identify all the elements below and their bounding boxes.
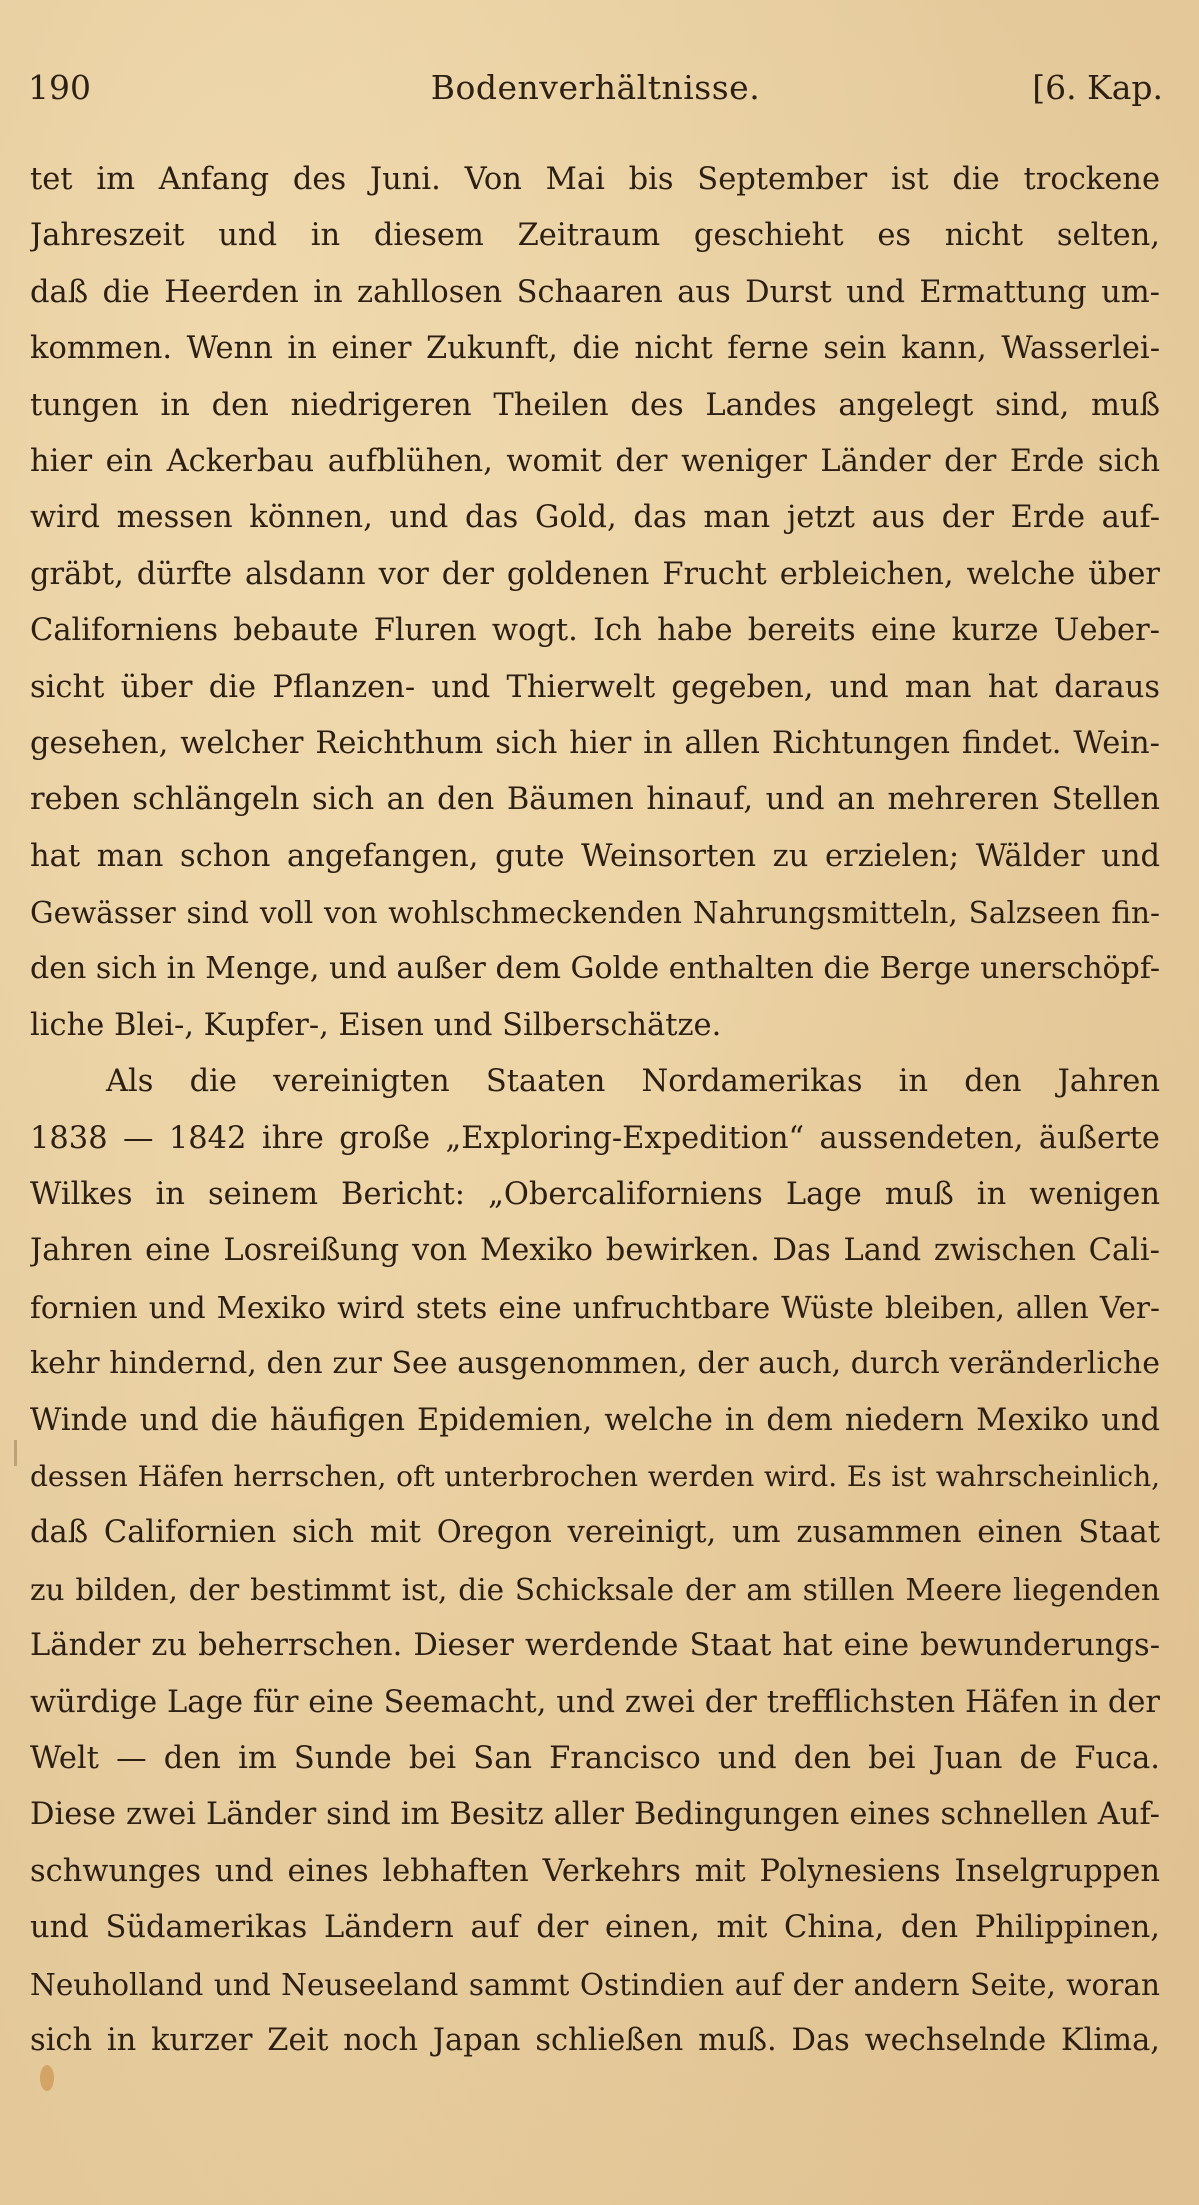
text-line: Wilkes in seinem Bericht: „Obercaliforniens Lage muß in wenigen xyxy=(30,1177,1160,1213)
text-line: Welt — den im Sunde bei San Francisco und den bei Juan de Fuca. xyxy=(30,1740,1160,1776)
text-line: Gewässer sind voll von wohlschmeckenden Nahrungsmitteln, Salzseen fin- xyxy=(30,896,1160,931)
text-line: und Südamerikas Ländern auf der einen, mit China, den Philippinen, xyxy=(30,1910,1160,1946)
text-line: gräbt, dürfte alsdann vor der goldenen Frucht erbleichen, welche über xyxy=(30,556,1160,592)
text-line: daß die Heerden in zahllosen Schaaren aus Durst und Ermattung um- xyxy=(30,274,1160,310)
page-header xyxy=(28,68,1163,124)
text-line: schwunges und eines lebhaften Verkehrs mit Polynesiens Inselgruppen xyxy=(30,1853,1160,1889)
text-line: fornien und Mexiko wird stets eine unfruchtbare Wüste bleiben, allen Ver- xyxy=(30,1290,1160,1325)
text-line: Als die vereinigten Staaten Nordamerikas in den Jahren xyxy=(106,1064,1160,1100)
text-line: kehr hindernd, den zur See ausgenommen, der auch, durch veränderliche xyxy=(30,1346,1160,1382)
text-line: hat man schon angefangen, gute Weinsorten zu erzielen; Wälder und xyxy=(30,838,1160,874)
text-line: sicht über die Pflanzen- und Thierwelt gegeben, und man hat daraus xyxy=(30,669,1160,705)
text-line: zu bilden, der bestimmt ist, die Schicksale der am stillen Meere liegenden xyxy=(30,1572,1160,1607)
chapter-reference: [6. Kap. xyxy=(1032,68,1163,107)
margin-pencil-mark xyxy=(14,1440,17,1466)
text-line: tungen in den niedrigeren Theilen des Landes angelegt sind, muß xyxy=(30,387,1160,423)
text-line: Jahren eine Losreißung von Mexiko bewirken. Das Land zwischen Cali- xyxy=(30,1233,1160,1269)
text-line: hier ein Ackerbau aufblühen, womit der weniger Länder der Erde sich xyxy=(30,443,1160,479)
text-line: Jahreszeit und in diesem Zeitraum geschieht es nicht selten, xyxy=(30,218,1160,254)
text-line: Länder zu beherrschen. Dieser werdende Staat hat eine bewunderungs- xyxy=(30,1628,1160,1664)
page-number: 190 xyxy=(28,68,91,107)
text-line: Californiens bebaute Fluren wogt. Ich habe bereits eine kurze Ueber- xyxy=(30,613,1160,649)
text-line: 1838 — 1842 ihre große „Exploring-Expedition“ aussendeten, äußerte xyxy=(30,1120,1160,1156)
text-line: wird messen können, und das Gold, das man jetzt aus der Erde auf- xyxy=(30,500,1160,536)
text-line: Winde und die häufigen Epidemien, welche in dem niedern Mexiko und xyxy=(30,1402,1160,1438)
text-line: gesehen, welcher Reichthum sich hier in allen Richtungen findet. Wein- xyxy=(30,725,1160,761)
text-line: reben schlängeln sich an den Bäumen hinauf, und an mehreren Stellen xyxy=(30,782,1160,818)
paper-stain xyxy=(40,2065,54,2091)
body-text xyxy=(30,152,1160,2069)
text-line: Diese zwei Länder sind im Besitz aller Bedingungen eines schnellen Auf- xyxy=(30,1797,1160,1833)
text-line: liche Blei-, Kupfer-, Eisen und Silberschätze. xyxy=(30,1007,722,1043)
text-line: Neuholland und Neuseeland sammt Ostindien auf der andern Seite, woran xyxy=(30,1967,1160,2002)
running-title: Bodenverhältnisse. xyxy=(430,68,761,107)
text-line: würdige Lage für eine Seemacht, und zwei der trefflichsten Häfen in der xyxy=(30,1684,1160,1720)
text-line: den sich in Menge, und außer dem Golde enthalten die Berge unerschöpf- xyxy=(30,951,1160,987)
text-line: dessen Häfen herrschen, oft unterbrochen werden wird. Es ist wahrscheinlich, xyxy=(30,1459,1160,1493)
paragraph-2 xyxy=(30,1054,1160,2069)
text-line: daß Californien sich mit Oregon vereinigt, um zusammen einen Staat xyxy=(30,1515,1160,1551)
text-line: tet im Anfang des Juni. Von Mai bis September ist die trockene xyxy=(30,162,1160,197)
paragraph-1 xyxy=(30,152,1160,1054)
text-line: sich in kurzer Zeit noch Japan schließen muß. Das wechselnde Klima, xyxy=(30,2022,1160,2058)
text-line: kommen. Wenn in einer Zukunft, die nicht ferne sein kann, Wasserlei- xyxy=(30,331,1160,367)
